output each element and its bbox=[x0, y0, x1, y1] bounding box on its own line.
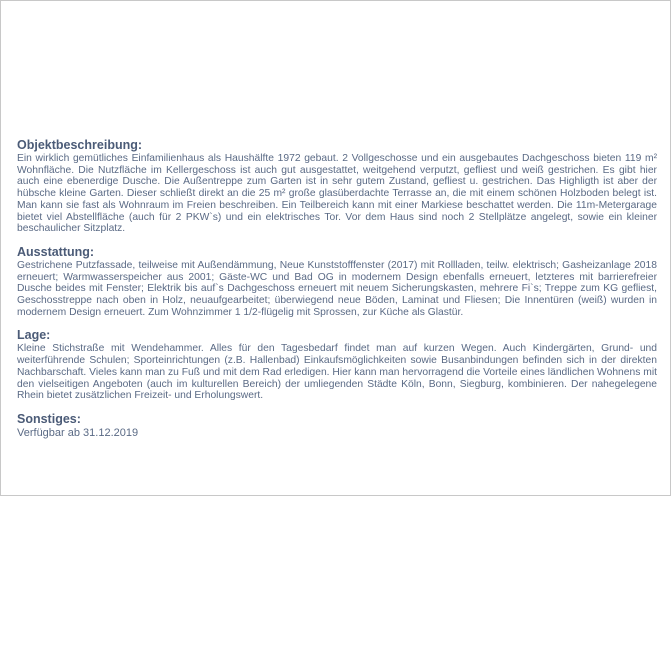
section-body: Kleine Stichstraße mit Wendehammer. Alles für den Tagesbedarf findet man auf kurzen Wegen. Auch Kindergärten, Grund- und weiterführende Schulen; Sporteinrichtungen (z.B. Hallenbad) Einkaufsmöglichkeiten sowie Busanbindungen befinden sich in der direkten Nachbarschaft. Vieles kann man zu Fuß und mit dem Rad erledigen. Hier kann man hervorragend die Vorteile eines ländlichen Wohnens mit den vielseitigen Angeboten (auch im kulturellen Bereich) der umliegenden Städte Köln, Bonn, Siegburg, kombinieren. Der nahegelegene Rhein bietet zusätzlichen Freizeit- und Erholungswert. bbox=[17, 343, 657, 402]
property-description bbox=[17, 138, 657, 450]
section-sonstiges bbox=[17, 412, 657, 440]
section-heading: Ausstattung: bbox=[17, 244, 95, 259]
section-heading: Lage: bbox=[17, 328, 51, 343]
section-objektbeschreibung bbox=[17, 138, 657, 235]
section-body: Gestrichene Putzfassade, teilweise mit Außendämmung, Neue Kunststofffenster (2017) mit Rollladen, teilw. elektrisch; Gasheizanlage 2018 erneuert; Warmwasserspeicher aus 2001; Gäste-WC und Bad OG in modernem Design ebenfalls erneuert, letzteres mit barrierefreier Dusche beides mit Fenster; Elektrik bis auf`s Dachgeschoss erneuert mit neuem Sicherungskasten, mehrere Fi`s; Treppe zum KG gefliest, Geschosstreppe nach oben in Holz, neuaufgearbeitet; überwiegend neue Böden, Laminat und Fliesen; Die Innentüren (weiß) wurden in modernem Design erneuert. Zum Wohnzimmer 1 1/2-flügelig mit Sprossen, zur Küche als Glastür. bbox=[17, 259, 657, 318]
section-heading: Sonstiges: bbox=[17, 411, 81, 426]
section-heading: Objektbeschreibung: bbox=[17, 138, 143, 152]
section-ausstattung bbox=[17, 245, 657, 319]
section-body: Ein wirklich gemütliches Einfamilienhaus als Haushälfte 1972 gebaut. 2 Vollgeschosse und ein ausgebautes Dachgeschoss bieten 119 m² Wohnfläche. Die Nutzfläche im Kellergeschoss ist auch gut ausgestattet, weitgehend verputzt, gefliest und weiß gestrichen. Es gibt hier auch eine ebenerdige Dusche. Die Außentreppe zum Garten ist in sehr gutem Zustand, gefliest u. gestrichen. Das Highligth ist aber der hübsche kleine Garten. Dieser schließt direkt an die 25 m² große glasüberdachte Terrasse an, die mit einem schönen Holzboden belegt ist. Man kann sie fast als Wohnraum im Freien beschreiben. Ein Teilbereich kann mit einer Markiese beschattet werden. Die 11m-Metergarage bietet viel Abstellfläche (auch für 2 PKW`s) und ein elektrisches Tor. Vor dem Haus sind noch 2 Stellplätze angelegt, sowie ein kleiner beschaulicher Sitzplatz. bbox=[17, 153, 657, 235]
section-body: Verfügbar ab 31.12.2019 bbox=[17, 426, 139, 439]
section-lage bbox=[17, 328, 657, 402]
